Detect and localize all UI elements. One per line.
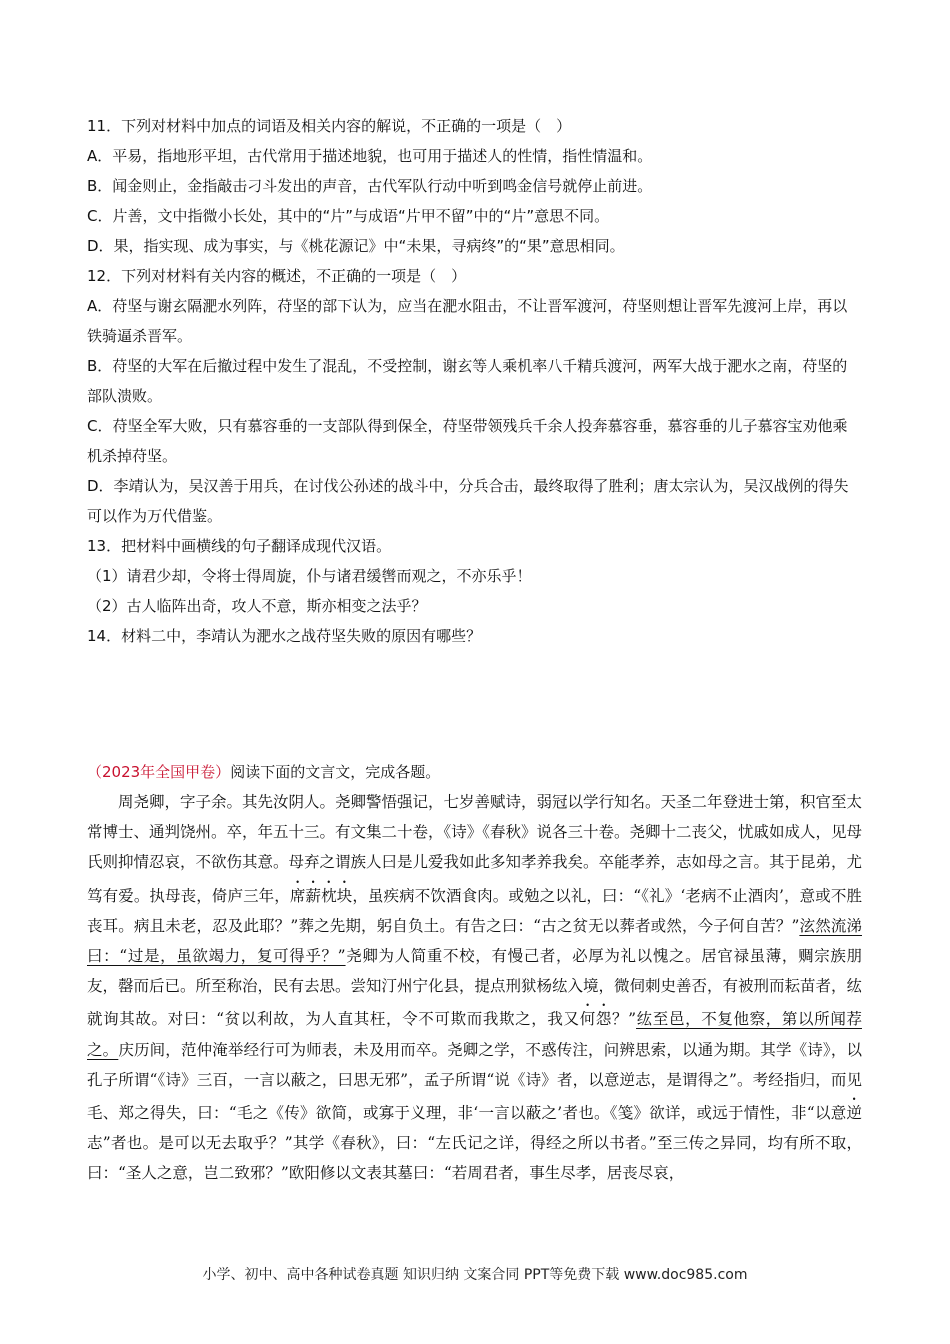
passage-text-6: 志”者也。是可以无去取乎？”其学《春秋》，曰：“左氏记之详，得经之所以书者。”至三传之异同，均有所不取，曰：“圣人之意，岂二致邪？”欧阳修以文表其墓曰：“若周君者，事生尽孝，居丧尽哀， [87, 1134, 862, 1183]
passage-text-4: ？” [611, 1010, 637, 1029]
q12-option-d: D．李靖认为，吴汉善于用兵，在讨伐公孙述的战斗中，分兵合击，最终取得了胜利；唐太宗认为，吴汉战例的得失可以作为万代借鉴。 [87, 477, 849, 525]
dotted-phrase-2: 何怨 [579, 1010, 612, 1029]
q11-option-a: A．平易，指地形平坦，古代常用于描述地貌，也可用于描述人的性情，指性情温和。 [87, 147, 653, 165]
classical-passage [87, 757, 862, 1189]
dotted-phrase-1: 席薪枕块 [289, 886, 353, 905]
q14-stem: 14．材料二中，李靖认为淝水之战苻坚失败的原因有哪些？ [87, 627, 482, 645]
q13-sentence-1: （1）请君少却，令将士得周旋，仆与诸君缓辔而观之，不亦乐乎！ [87, 567, 532, 585]
page-footer: 小学、初中、高中各种试卷真题 知识归纳 文案合同 PPT等免费下载 www.doc985.com [202, 1267, 748, 1283]
q12-option-c: C．苻坚全军大败，只有慕容垂的一支部队得到保全，苻坚带领残兵千余人投奔慕容垂，慕容垂的儿子慕容宝劝他乘机杀掉苻坚。 [87, 417, 848, 465]
q13-stem: 13．把材料中画横线的句子翻译成现代汉语。 [87, 537, 392, 555]
underlined-sentence-2: 纮至邑，不复他察，第以所闻荐之。 [87, 1010, 862, 1059]
dotted-phrase-3: 逆 [846, 1104, 862, 1123]
passage-heading [87, 757, 862, 787]
q12-option-a: A．苻坚与谢玄隔淝水列阵，苻坚的部下认为，应当在淝水阻击，不让晋军渡河，苻坚则想让晋军先渡河上岸，再以铁骑逼杀晋军。 [87, 297, 848, 345]
passage-text-1: 周尧卿，字子余。其先汝阴人。尧卿警悟强记，七岁善赋诗，弱冠以学行知名。天圣二年登进士第，积官至太常博士、通判饶州。卒，年五十三。有文集二十卷，《诗》《春秋》说各三十卷。尧卿十二丧父，忧戚如成人，见母氏则抑情忍哀，不欲伤其意。母弃之谓族人曰是儿爱我如此多知孝养我矣。卒能孝养，志如母之言。其于昆弟，尤笃有爱。执母丧，倚庐三年， [87, 793, 863, 905]
q13-sentence-2: （2）古人临阵出奇，攻人不意，斯亦相变之法乎？ [87, 597, 427, 615]
passage-source: （2023年全国甲卷） [87, 763, 231, 781]
q11-option-b: B．闻金则止，金指敲击刁斗发出的声音，古代军队行动中听到鸣金信号就停止前进。 [87, 177, 653, 195]
underlined-sentence-1: 泫然流涕曰：“过是，虽欲竭力，复可得乎？” [87, 916, 862, 966]
passage-body [87, 787, 862, 1189]
question-block [87, 111, 862, 651]
q12-option-b: B．苻坚的大军在后撤过程中发生了混乱，不受控制，谢玄等人乘机率八千精兵渡河，两军大战于淝水之南，苻坚的部队溃败。 [87, 357, 848, 405]
passage-text-3: 尧卿为人简重不校，有慢己者，必厚为礼以愧之。居官禄虽薄，赒宗族朋友，罄而后已。所至称治，民有去思。尝知汀州宁化县，提点刑狱杨纮入境，微伺刺史善否，有被刑而耘苗者，纮就询其故。对曰：“贫以利故，为人直其枉，令不可欺而我欺之，我又 [87, 947, 863, 1029]
passage-text-2: ，虽疾病不饮酒食肉。或勉之以礼，曰：“《礼》‘老病不止酒肉’，意或不胜丧耳。病且未老，忍及此耶？”葬之先期，躬自负土。有告之曰：“古之贫无以葬者或然，今子何自苦？” [87, 886, 862, 935]
q11-option-d: D．果，指实现、成为事实，与《桃花源记》中“未果，寻病终”的“果”意思相同。 [87, 237, 625, 255]
passage-instruction: 阅读下面的文言文，完成各题。 [230, 763, 441, 781]
passage-text-5: 庆历间，范仲淹举经行可为师表，未及用而卒。尧卿之学，不惑传注，问辨思索，以通为期。其学《诗》，以孔子所谓“《诗》三百，一言以蔽之，曰思无邪”，孟子所谓“说《诗》者，以意逆志，是谓得之”。考经指归，而见毛、郑之得失，曰：“毛之《传》欲简，或寡于义理，非‘一言以蔽之’者也。《笺》欲详，或远于情性，非“以意 [87, 1040, 862, 1123]
q12-stem: 12．下列对材料有关内容的概述，不正确的一项是（ ） [87, 267, 467, 285]
q11-stem: 11．下列对材料中加点的词语及相关内容的解说，不正确的一项是（ ） [87, 117, 572, 135]
q11-option-c: C．片善，文中指微小长处，其中的“片”与成语“片甲不留”中的“片”意思不同。 [87, 207, 610, 225]
